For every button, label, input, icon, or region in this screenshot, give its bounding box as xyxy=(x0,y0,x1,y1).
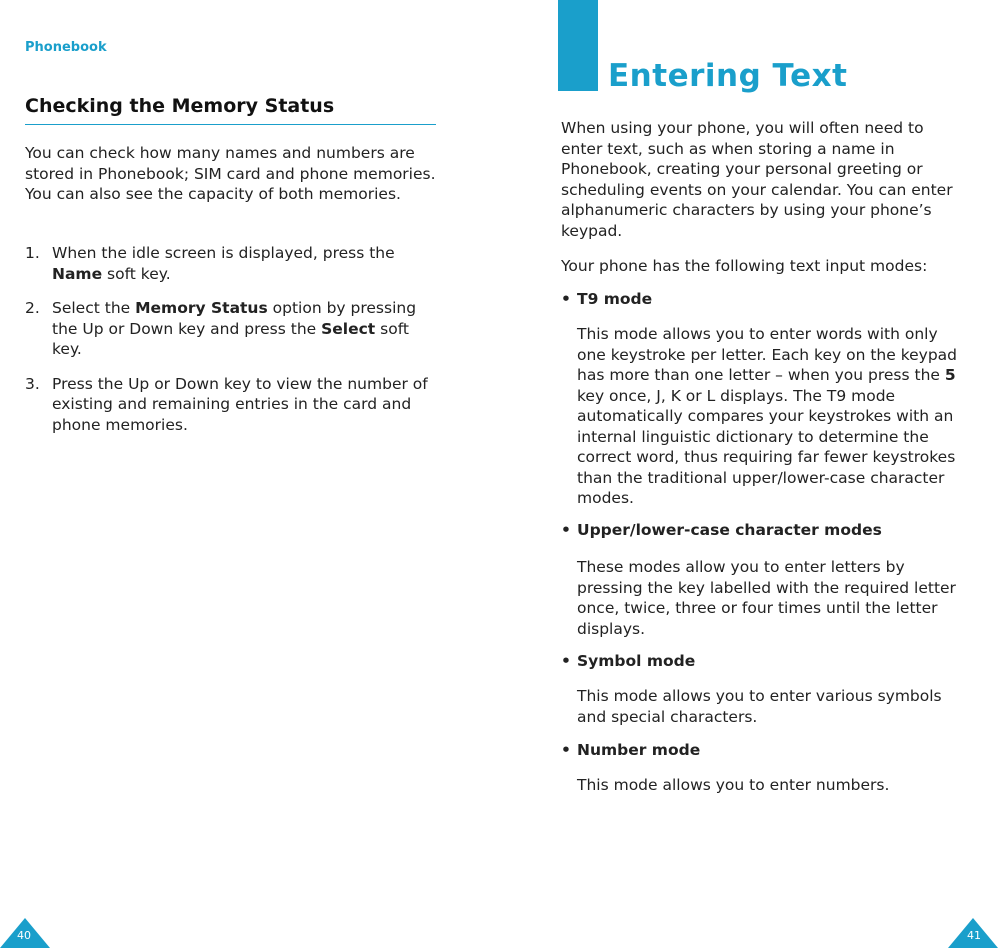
page-number: 40 xyxy=(17,929,31,942)
page-title: Checking the Memory Status xyxy=(25,95,436,125)
mode-name: Symbol mode xyxy=(577,652,696,670)
page-number-tab xyxy=(948,910,998,948)
step-item xyxy=(25,298,437,360)
step-number: 2. xyxy=(25,299,40,317)
step-keyword: Select xyxy=(321,319,376,338)
right-page xyxy=(499,0,998,948)
mode-description: This mode allows you to enter numbers. xyxy=(577,776,890,794)
mode-heading xyxy=(561,289,652,309)
step-keyword: Memory Status xyxy=(135,299,268,317)
mode-heading xyxy=(561,740,700,760)
step-text: Select the xyxy=(52,299,136,317)
mode-desc-text: This mode allows you to enter words with only one keystroke per letter. Each key on the keypad has more than one letter – when you press the xyxy=(577,325,957,384)
page-number-tab xyxy=(0,910,50,948)
bullet: • xyxy=(561,741,571,759)
step-keyword: Name xyxy=(52,264,103,283)
step-number: 1. xyxy=(25,244,40,262)
chapter-tab xyxy=(558,0,598,91)
mode-description: These modes allow you to enter letters by pressing the key labelled with the required letter once, twice, three or four times until the letter displays. xyxy=(577,558,956,638)
step-text: soft key. xyxy=(102,264,171,283)
mode-description: This mode allows you to enter various symbols and special characters. xyxy=(577,687,942,726)
step-text: When the idle screen is displayed, press the xyxy=(52,244,395,262)
mode-heading xyxy=(561,520,882,540)
section-header: Phonebook xyxy=(25,40,107,55)
intro-paragraph: When using your phone, you will often need to enter text, such as when storing a name in Phonebook, creating your personal greeting or scheduling events on your calendar. You can enter alphanumeric characters by using your phone’s keypad. xyxy=(561,119,953,240)
mode-desc-text: key once, J, K or L displays. The T9 mode automatically compares your keystrokes with an internal linguistic dictionary to determine the correct word, thus requiring far fewer keystrokes than the traditional upper/lower-case character modes. xyxy=(577,386,956,507)
bullet: • xyxy=(561,652,571,670)
step-item xyxy=(25,374,437,436)
mode-name: Number mode xyxy=(577,741,701,759)
bullet: • xyxy=(561,521,571,539)
chapter-title: Entering Text xyxy=(608,58,848,94)
steps-list xyxy=(25,243,437,449)
step-text: option by pressing the Up or Down key and press the xyxy=(52,299,417,338)
mode-desc-keyword: 5 xyxy=(944,366,956,384)
mode-description xyxy=(577,324,969,509)
step-text: Press the Up or Down key to view the number of existing and remaining entries in the card and phone memories. xyxy=(52,374,428,434)
mode-name: Upper/lower-case character modes xyxy=(577,521,882,539)
bullet: • xyxy=(561,290,571,308)
intro-paragraph: You can check how many names and numbers are stored in Phonebook; SIM card and phone memories. You can also see the capacity of both memories. xyxy=(25,144,436,203)
step-number: 3. xyxy=(25,374,40,393)
page-number: 41 xyxy=(967,929,981,942)
mode-heading xyxy=(561,651,695,671)
modes-intro: Your phone has the following text input modes: xyxy=(561,257,928,275)
step-text: soft key. xyxy=(52,319,409,358)
mode-name: T9 mode xyxy=(577,290,653,308)
step-item xyxy=(25,243,437,284)
